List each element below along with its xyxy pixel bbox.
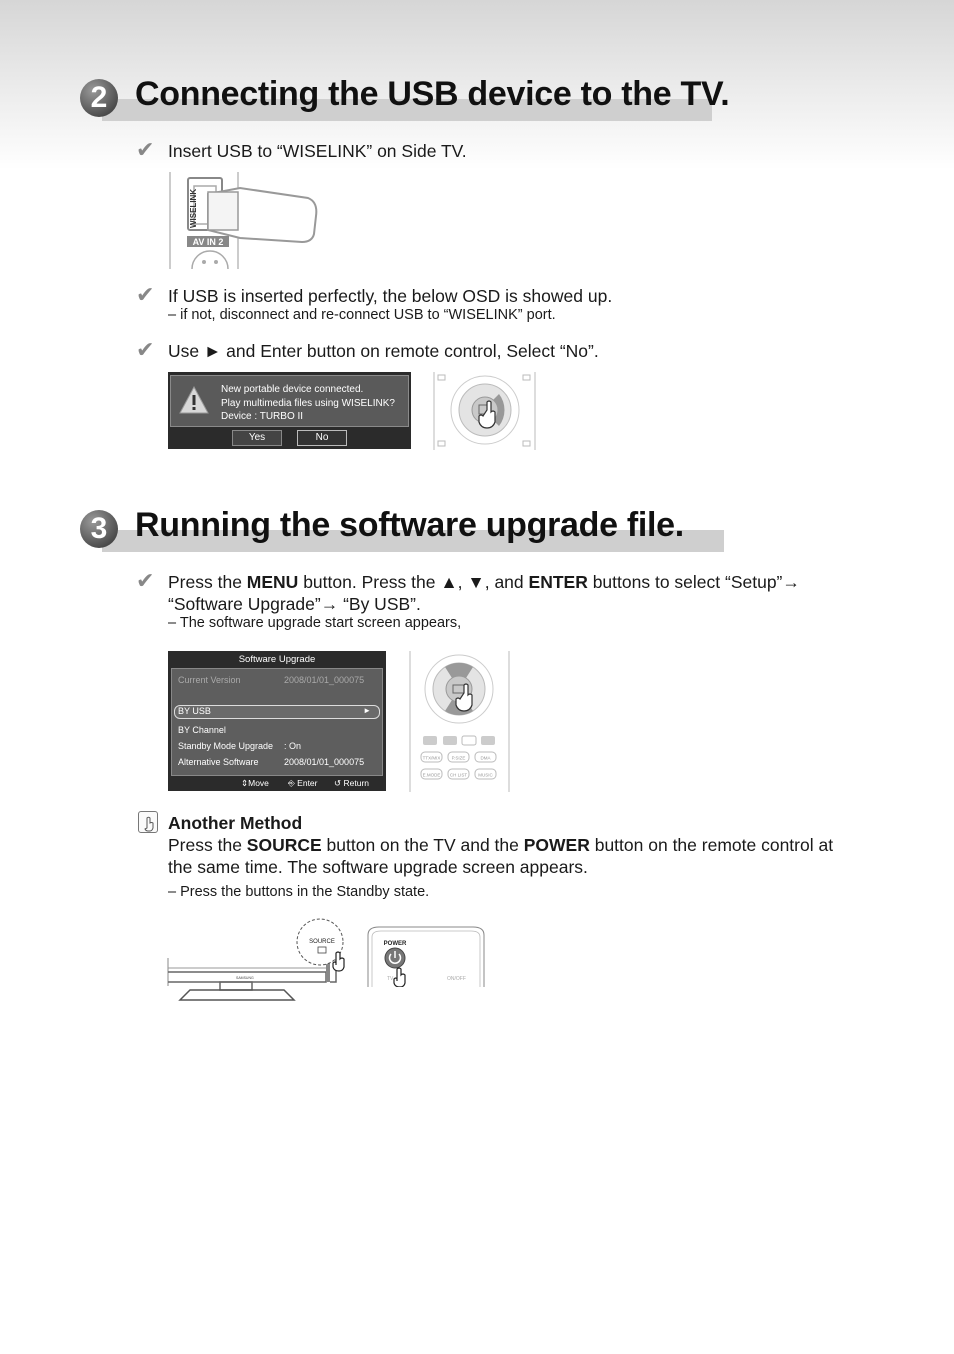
usb-detected-osd — [168, 372, 411, 449]
another-method-line-2: the same time. The software upgrade screen appears. — [168, 857, 588, 877]
up-down-icon: ⇕ — [241, 778, 249, 788]
current-version-value: 2008/01/01_000075 — [284, 675, 365, 685]
section-2-step-3: Use ► and Enter button on remote control, Select “No”. — [168, 341, 599, 361]
osd-menu-panel — [171, 668, 383, 776]
source-label: SOURCE — [309, 939, 335, 945]
alternative-software-label[interactable]: Alternative Software — [178, 757, 259, 767]
return-icon: ↺ — [334, 778, 344, 788]
tv-mode-label: TV — [387, 976, 394, 982]
hand-pointer-icon — [138, 811, 158, 833]
footer-return — [334, 778, 369, 789]
footer-enter-label: Enter — [297, 778, 318, 788]
power-keyword: POWER — [523, 835, 590, 855]
section-2-step-2-note: – if not, disconnect and re-connect USB to “WISELINK” port. — [168, 307, 556, 323]
section-2-step-2: If USB is inserted perfectly, the below OSD is showed up. — [168, 286, 613, 306]
section-2-step-1: Insert USB to “WISELINK” on Side TV. — [168, 141, 467, 161]
enter-icon: ⎆ — [288, 778, 298, 788]
check-icon: ✔ — [136, 568, 155, 593]
current-version-label: Current Version — [178, 675, 241, 685]
remote-ttx-label: TTX/MIX — [422, 755, 441, 761]
arrow-right-icon: ► — [363, 706, 371, 715]
standby-upgrade-value: : On — [284, 741, 302, 751]
enter-keyword: ENTER — [528, 572, 588, 592]
remote-power-illustration — [367, 925, 485, 987]
menu-keyword: MENU — [246, 572, 299, 592]
check-icon: ✔ — [136, 137, 155, 162]
section-3-title: Running the software upgrade file. — [135, 506, 684, 544]
onoff-label: ON/OFF — [447, 976, 466, 982]
tv-brand-label: SAMSUNG — [236, 976, 254, 980]
method-text: button on the TV and the — [321, 835, 524, 855]
standby-upgrade-label[interactable]: Standby Mode Upgrade — [178, 741, 274, 751]
osd-line-1: New portable device connected. — [221, 384, 364, 395]
remote-psize-label: P.SIZE — [451, 755, 466, 761]
section-3-number: 3 — [80, 510, 118, 548]
step-text: buttons to select “Setup”→ — [587, 572, 800, 592]
section-2-title: Connecting the USB device to the TV. — [135, 75, 730, 113]
remote-music-label: MUSIC — [478, 772, 493, 778]
warning-icon — [179, 386, 209, 414]
source-keyword: SOURCE — [246, 835, 322, 855]
another-method-note: – Press the buttons in the Standby state. — [168, 884, 430, 900]
remote-chlist-label: CH LIST — [449, 772, 468, 778]
av-in-label: AV IN 2 — [192, 237, 224, 247]
osd-yes-button[interactable]: Yes — [232, 430, 282, 446]
alternative-software-value: 2008/01/01_000075 — [284, 757, 365, 767]
section-3-step-1 — [168, 571, 800, 593]
section-2-number: 2 — [80, 79, 118, 117]
section-3-step-1-line-2: “Software Upgrade”→ “By USB”. — [168, 594, 421, 614]
footer-return-label: Return — [343, 778, 369, 788]
another-method-title: Another Method — [168, 813, 303, 833]
by-usb-option[interactable] — [174, 705, 380, 719]
method-text: Press the — [168, 835, 247, 855]
footer-enter — [288, 778, 318, 789]
check-icon: ✔ — [136, 337, 155, 362]
usb-port-illustration — [168, 172, 320, 269]
method-text: button on the remote control at — [589, 835, 834, 855]
osd-title: Software Upgrade — [238, 654, 316, 665]
tv-source-illustration — [166, 918, 351, 1004]
osd-line-3: Device : TURBO II — [221, 411, 304, 422]
step-text: button. Press the ▲, ▼, and — [298, 572, 529, 592]
step-text: Press the — [168, 572, 247, 592]
osd-message-panel — [170, 375, 409, 427]
footer-move — [241, 778, 269, 789]
another-method-line-1 — [168, 834, 833, 856]
remote-emode-label: E.MODE — [422, 772, 441, 778]
osd-no-button[interactable]: No — [297, 430, 347, 446]
by-usb-label: BY USB — [178, 706, 211, 716]
by-channel-option[interactable]: BY Channel — [178, 725, 226, 735]
software-upgrade-osd — [168, 651, 386, 791]
osd-line-2: Play multimedia files using WISELINK? — [221, 397, 395, 409]
power-label: POWER — [383, 941, 407, 947]
wiselink-label: WISELINK — [189, 188, 198, 228]
section-3-step-1-note: – The software upgrade start screen appears, — [168, 615, 462, 631]
remote-dpad-illustration — [433, 372, 536, 450]
remote-dma-label: DMA — [480, 755, 491, 761]
footer-move-label: Move — [248, 778, 269, 788]
remote-control-illustration — [409, 651, 510, 792]
check-icon: ✔ — [136, 282, 155, 307]
osd-message-text — [221, 383, 395, 424]
